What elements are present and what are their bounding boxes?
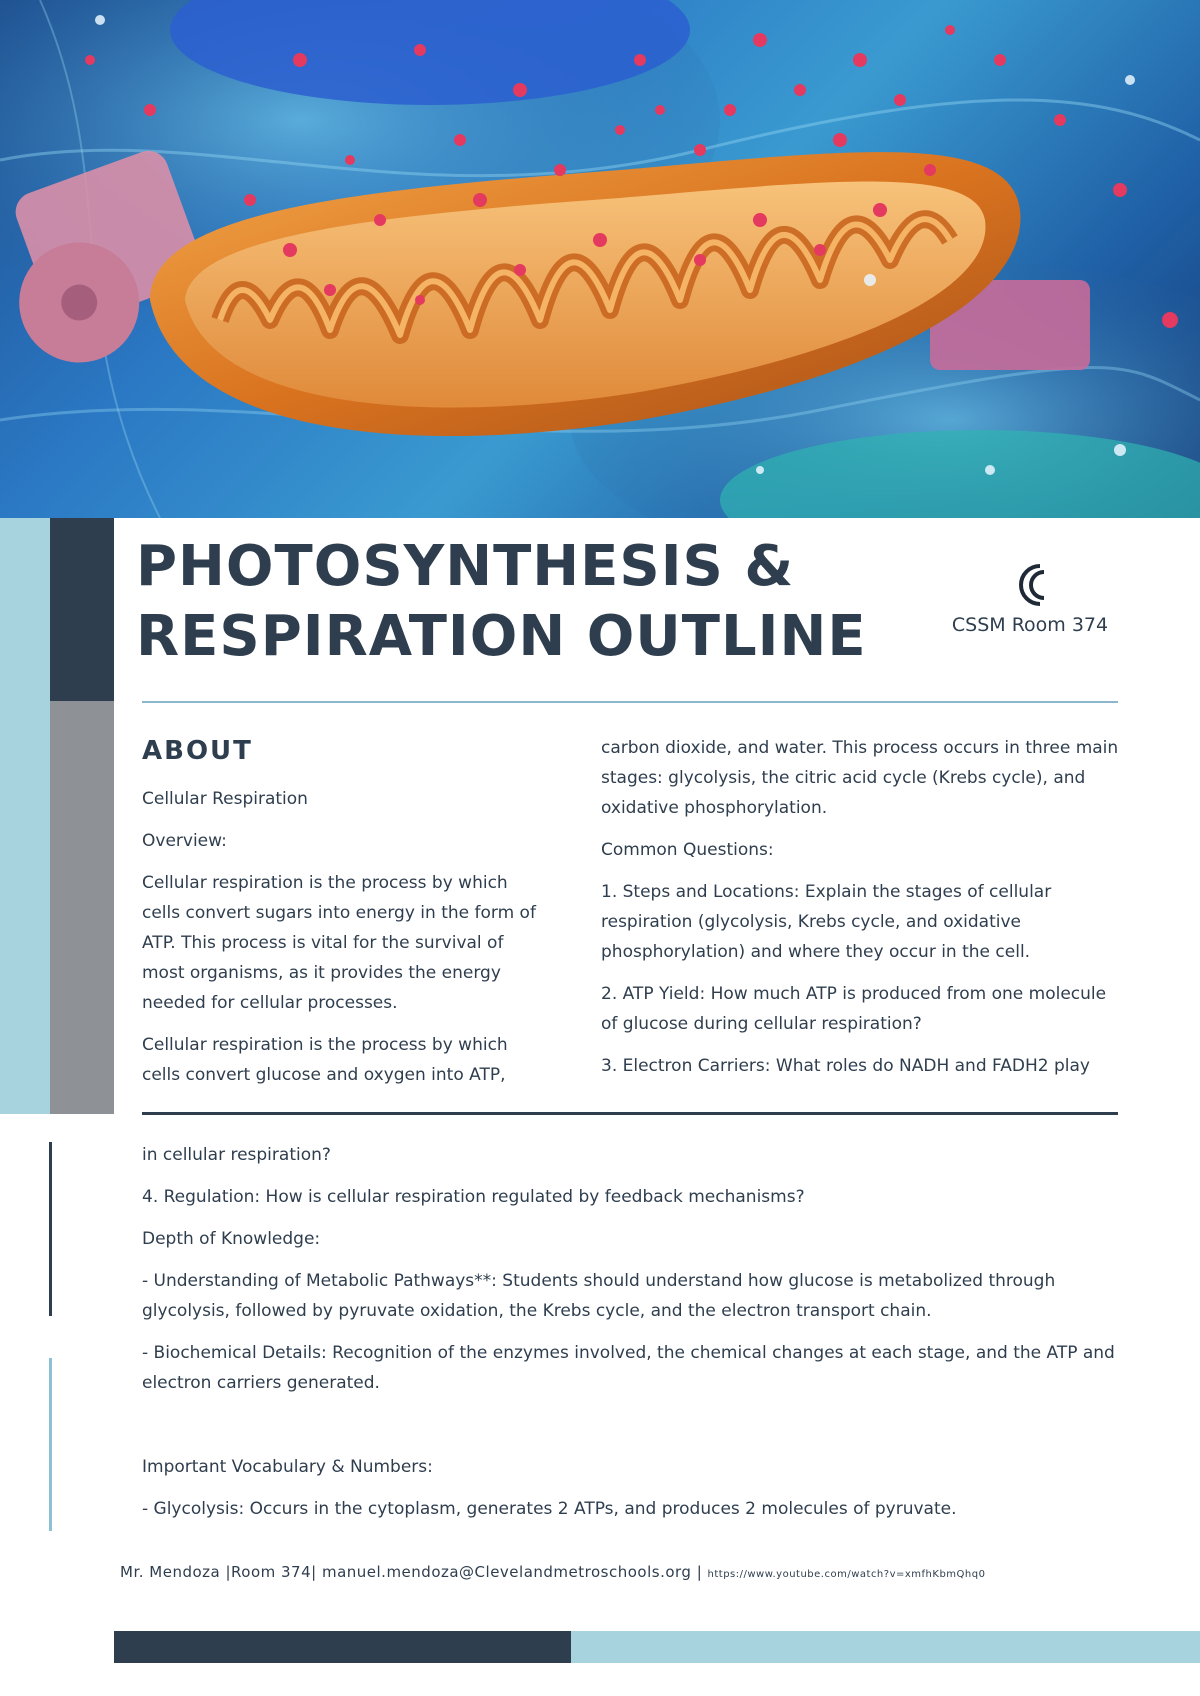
footer-contact-text: Mr. Mendoza |Room 374| manuel.mendoza@Clevelandmetroschools.org | (120, 1563, 708, 1581)
page-title-line-2: RESPIRATION OUTLINE (136, 604, 867, 669)
paragraph: Cellular respiration is the process by which cells convert glucose and oxygen into ATP, (142, 1035, 508, 1085)
paragraph: 1. Steps and Locations: Explain the stages of cellular respiration (glycolysis, Krebs cycle, and oxidative phosphorylation) and where they occur in the cell. (601, 882, 1052, 962)
paragraph: Cellular respiration is the process by which cells convert sugars into energy in the form of ATP. This process is vital for the survival of most organisms, as it provides the energy needed for cellular processes. (142, 873, 536, 1013)
bottom-accent-bar-navy (114, 1631, 571, 1663)
page-title-line-1: PHOTOSYNTHESIS & (136, 534, 795, 599)
paragraph: carbon dioxide, and water. This process occurs in three main stages: glycolysis, the citric acid cycle (Krebs cycle), and oxidative phosphorylation. (601, 738, 1119, 818)
left-accent-bar-navy (50, 518, 114, 701)
paragraph: in cellular respiration? (142, 1145, 331, 1165)
about-left-column (142, 784, 542, 1102)
left-accent-bar-gray (50, 701, 114, 1114)
paragraph: 3. Electron Carriers: What roles do NADH and FADH2 play (601, 1056, 1090, 1076)
left-accent-bar-light-blue (0, 518, 50, 1114)
paragraph: 4. Regulation: How is cellular respiration regulated by feedback mechanisms? (142, 1187, 805, 1207)
footer-contact (120, 1563, 1120, 1581)
page-title (136, 532, 896, 672)
divider-top (142, 701, 1118, 703)
about-right-column (601, 733, 1119, 1093)
footer-video-link[interactable]: https://www.youtube.com/watch?v=xmfhKbmQhq0 (707, 1569, 986, 1580)
mitochondrion-illustration (0, 0, 1200, 518)
left-accent-line-blue (49, 1358, 52, 1531)
bottom-accent-bar-light-blue (571, 1631, 1200, 1663)
section-heading-about: ABOUT (142, 736, 253, 766)
crescent-c-icon (1010, 560, 1050, 610)
paragraph: Overview: (142, 831, 227, 851)
paragraph: Important Vocabulary & Numbers: (142, 1457, 433, 1477)
paragraph: 2. ATP Yield: How much ATP is produced from one molecule of glucose during cellular respiration? (601, 984, 1107, 1034)
logo-block (930, 560, 1130, 636)
paragraph: - Glycolysis: Occurs in the cytoplasm, generates 2 ATPs, and produces 2 molecules of pyruvate. (142, 1499, 957, 1519)
paragraph: - Understanding of Metabolic Pathways**: Students should understand how glucose is metabolized through glycolysis, followed by pyruvate oxidation, the Krebs cycle, and the electron transport chain. (142, 1271, 1056, 1321)
divider-bottom (142, 1112, 1118, 1115)
spacer (142, 1410, 1118, 1452)
paragraph: Depth of Knowledge: (142, 1229, 321, 1249)
left-accent-line-navy (49, 1142, 52, 1316)
continued-content (142, 1140, 1118, 1536)
paragraph: - Biochemical Details: Recognition of the enzymes involved, the chemical changes at each stage, and the ATP and electron carriers generated. (142, 1343, 1115, 1393)
hero-image-mitochondrion (0, 0, 1200, 518)
paragraph: Common Questions: (601, 840, 774, 860)
room-label: CSSM Room 374 (951, 614, 1109, 636)
paragraph: Cellular Respiration (142, 789, 308, 809)
